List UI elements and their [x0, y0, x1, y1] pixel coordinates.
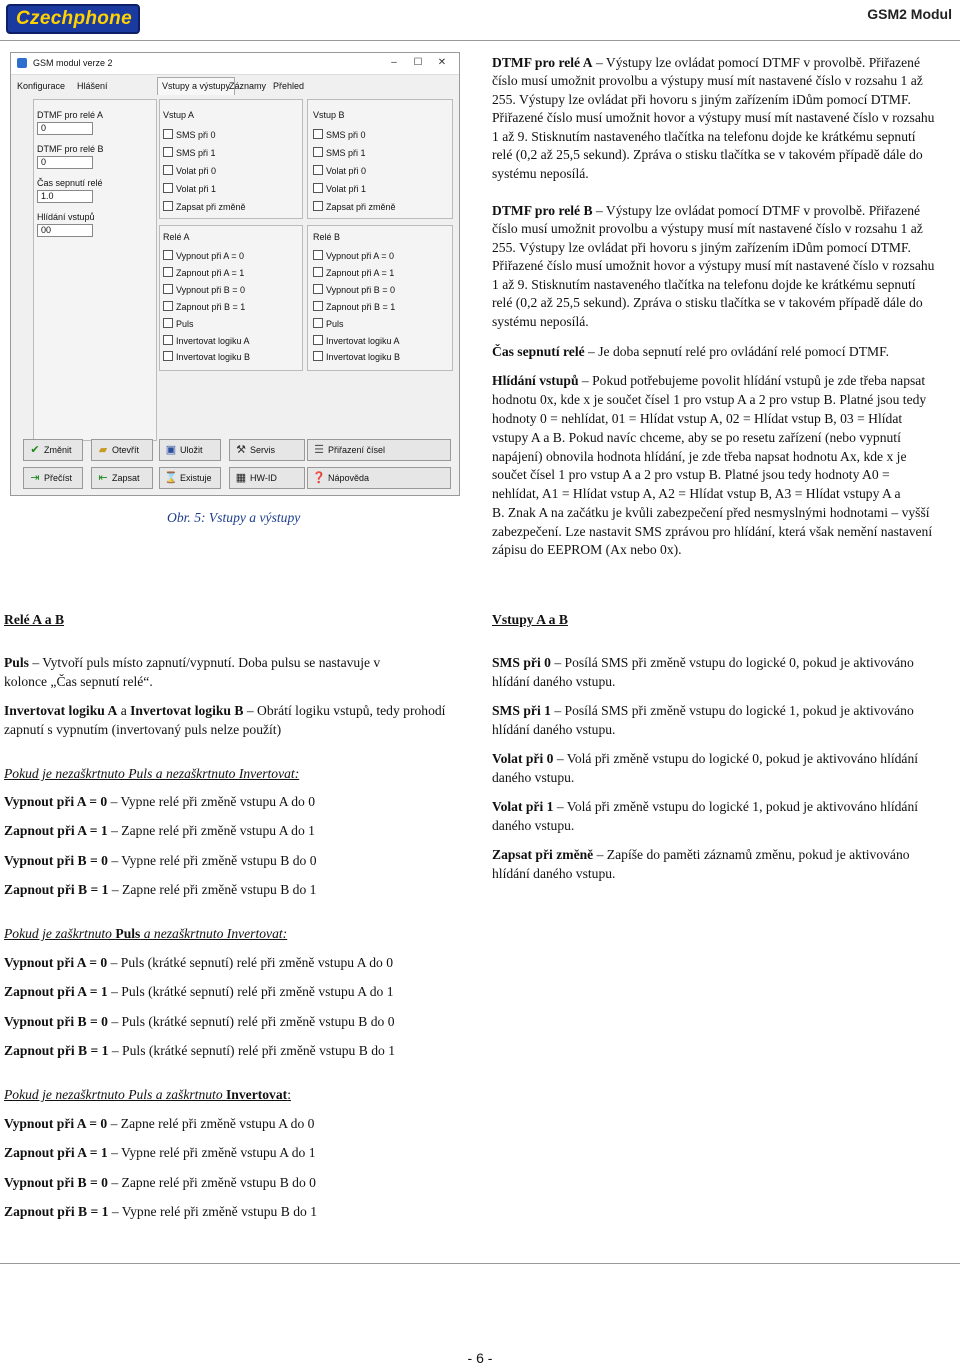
condition-row: Vypnout při A = 0 – Vypne relé při změně vstupu A do 0	[4, 794, 315, 809]
text-line: číslo musí umožnit provolbu a výstupy musí mít nastavené číslo v rozsahu 1 až	[492, 73, 923, 88]
text-line: napájení) obnovila hodnota hlídání, je zde třeba napsat hodnotu Ax, kde x je	[492, 449, 907, 464]
relay-b-checkbox[interactable]: Invertovat logiku B	[313, 351, 400, 362]
invert-paragraph: Invertovat logiku A a Invertovat logiku B – Obrátí logiku vstupů, tedy prohodí	[4, 703, 446, 718]
dtmf-a-paragraph	[492, 54, 920, 72]
relay-a-checkbox[interactable]: Zapnout při A = 1	[163, 267, 244, 278]
text-line: 255. Výstupy lze ovládat při hovoru s jiným zařízením iDům pomocí DTMF.	[492, 92, 911, 107]
text-line: 1 až 9. Stisknutím nastaveného tlačítka na telefonu dojde ke krátkému sepnutí	[492, 277, 916, 292]
header-divider	[0, 40, 960, 41]
text-line: Přiřazené číslo musí umožnit hovor a výstupy musí mít nastavené číslo v rozsahu	[492, 110, 935, 125]
input-b-checkbox[interactable]: Volat při 1	[313, 183, 366, 194]
precist-button[interactable]: ⇥ Přečíst	[23, 467, 83, 489]
input-a-checkbox[interactable]: Zapsat při změně	[163, 201, 246, 212]
condition-row: Vypnout při A = 0 – Zapne relé při změně vstupu A do 0	[4, 1116, 315, 1131]
puls-term: Puls	[4, 655, 29, 670]
text-line: číslo musí umožnit provolbu a výstupy musí mít nastavené číslo v rozsahu 1 až	[492, 221, 923, 236]
input-b-checkbox[interactable]: Zapsat při změně	[313, 201, 396, 212]
cas-sepnuti-paragraph: Čas sepnutí relé – Je doba sepnutí relé pro ovládání relé pomocí DTMF.	[492, 344, 889, 359]
input-a-checkbox[interactable]: Volat při 0	[163, 165, 216, 176]
condition-row: Zapnout při A = 1 – Zapne relé při změně vstupu A do 1	[4, 823, 315, 838]
text-line: – Obrátí logiku vstupů, tedy prohodí	[246, 703, 446, 718]
vstupy-item: Volat při 0 – Volá při změně vstupu do logické 0, pokud je aktivováno hlídání	[492, 751, 919, 766]
chip-icon: ▦	[235, 472, 247, 484]
text-line: daného vstupu.	[492, 770, 575, 785]
page-number: - 6 -	[467, 1350, 493, 1366]
relay-b-checkbox[interactable]: Invertovat logiku A	[313, 335, 400, 346]
condition-row: Vypnout při A = 0 – Puls (krátké sepnutí) relé při změně vstupu A do 0	[4, 955, 394, 970]
text-line: – Pokud potřebujeme povolit hlídání vstupů je zde třeba napsat	[581, 373, 926, 388]
relay-b-checkbox[interactable]: Vypnout při B = 0	[313, 284, 395, 295]
dtmf-b-term: DTMF pro relé B	[492, 203, 593, 218]
tab-zaznamy[interactable]: Záznamy	[229, 81, 267, 91]
relay-b-title: Relé B	[313, 232, 341, 242]
text-line: Výstupy lze ovládat pomocí DTMF v provolbě. Přiřazené	[605, 203, 921, 218]
input-a-checkbox[interactable]: Volat při 1	[163, 183, 216, 194]
relay-b-group	[307, 225, 453, 371]
text-line: B. Znak A na začátku je kvůli zabezpečení před nesmyslnými hodnotami – vyšší	[492, 505, 930, 520]
text-line: zápisu do EEPROM (Ax nebo 0x).	[492, 542, 682, 557]
condition-1-heading: Pokud je nezaškrtnuto Puls a nezaškrtnuto Invertovat:	[4, 766, 300, 781]
input-b-checkbox[interactable]: SMS při 0	[313, 129, 366, 140]
hlidani-term: Hlídání vstupů	[492, 373, 579, 388]
tab-prehled[interactable]: Přehled	[273, 81, 305, 91]
condition-row: Vypnout při B = 0 – Puls (krátké sepnutí) relé při změně vstupu B do 0	[4, 1014, 395, 1029]
wrench-icon: ⚒	[236, 444, 246, 456]
invert-b-term: Invertovat logiku B	[130, 703, 244, 718]
relay-a-group	[159, 225, 303, 371]
relay-a-checkbox[interactable]: Zapnout při B = 1	[163, 301, 245, 312]
relay-a-checkbox[interactable]: Puls	[163, 318, 194, 329]
napoveda-button[interactable]: ❓ Nápověda	[307, 467, 451, 489]
condition-2-heading: Pokud je zaškrtnuto Puls a nezaškrtnuto Invertovat:	[4, 926, 288, 941]
maximize-icon[interactable]: ☐	[413, 57, 423, 68]
hlidani-paragraph	[492, 372, 925, 390]
arrow-in-icon: ⇥	[30, 472, 40, 484]
text-line: relé (0,2 až 25,5 sekund). Zpráva o stisku tlačítka se v takovém případě dále do	[492, 295, 923, 310]
text-line: hodnoty 0 = nehlídat, 01 = Hlídat vstup A, 02 = Hlídat vstup B, 03 = Hlídat	[492, 411, 903, 426]
window-title: GSM modul verze 2	[33, 58, 113, 68]
save-icon: ▣	[165, 444, 177, 456]
text-line: daného vstupu.	[492, 818, 575, 833]
rele-section-heading: Relé A a B	[4, 612, 65, 627]
tab-konfigurace[interactable]: Konfigurace	[17, 81, 66, 91]
czechphone-logo: Czechphone	[6, 4, 140, 34]
vstupy-section-heading: Vstupy A a B	[492, 612, 568, 627]
tab-vstupy-a-vystupy[interactable]: Vstupy a výstupy	[157, 77, 235, 95]
arrow-out-icon: ⇤	[98, 472, 108, 484]
input-b-checkbox[interactable]: SMS při 1	[313, 147, 366, 158]
menu-tabs	[11, 77, 459, 95]
cas-sepnuti-field[interactable]: 1.0	[37, 190, 93, 203]
dtmf-b-label: DTMF pro relé B	[37, 144, 104, 154]
input-b-title: Vstup B	[313, 110, 345, 120]
relay-a-checkbox[interactable]: Invertovat logiku A	[163, 335, 250, 346]
ulozit-button[interactable]: ▣ Uložit	[159, 439, 221, 461]
condition-row: Vypnout při B = 0 – Vypne relé při změně vstupu B do 0	[4, 853, 317, 868]
dtmf-b-field[interactable]: 0	[37, 156, 93, 169]
zapsat-button[interactable]: ⇤ Zapsat	[91, 467, 153, 489]
puls-paragraph	[4, 654, 380, 672]
dtmf-b-paragraph: DTMF pro relé B – Výstupy lze ovládat pomocí DTMF v provolbě. Přiřazené	[492, 203, 921, 218]
cas-sepnuti-term: Čas sepnutí relé	[492, 344, 585, 359]
zmenit-button[interactable]: ✔ Změnit	[23, 439, 83, 461]
text-line: nehlídat, A1 = Hlídat vstup A, A2 = Hlídat vstup B, A3 = Hlídat vstupy A a	[492, 486, 901, 501]
condition-row: Zapnout při B = 1 – Puls (krátké sepnutí) relé při změně vstupu B do 1	[4, 1043, 396, 1058]
relay-b-checkbox[interactable]: Zapnout při B = 1	[313, 301, 395, 312]
condition-row: Vypnout při B = 0 – Zapne relé při změně vstupu B do 0	[4, 1175, 316, 1190]
text-line: hlídání daného vstupu.	[492, 866, 616, 881]
relay-a-checkbox[interactable]: Vypnout při A = 0	[163, 250, 244, 261]
vstupy-item: Volat při 1 – Volá při změně vstupu do logické 1, pokud je aktivováno hlídání	[492, 799, 919, 814]
input-a-checkbox[interactable]: SMS při 0	[163, 129, 216, 140]
text-line: relé (0,2 až 25,5 sekund). Zpráva o stisku tlačítka se v takovém případě dále do	[492, 147, 923, 162]
relay-b-checkbox[interactable]: Puls	[313, 318, 344, 329]
vstupy-item: Zapsat při změně – Zapíše do paměti záznamů změnu, pokud je aktivováno	[492, 847, 910, 862]
text-line: Přiřazené číslo musí umožnit hovor a výstupy musí mít nastavené číslo v rozsahu	[492, 258, 935, 273]
tab-hlaseni[interactable]: Hlášení	[77, 81, 108, 91]
close-icon[interactable]: ✕	[437, 57, 447, 68]
footer-divider	[0, 1263, 960, 1264]
relay-b-checkbox[interactable]: Vypnout při A = 0	[313, 250, 394, 261]
folder-icon: ▰	[98, 444, 108, 456]
text-line: hodnotu 0x, kde x je součet čísel 1 pro vstup A a 2 pro vstup B. Platné jsou tedy	[492, 392, 927, 407]
condition-row: Zapnout při B = 1 – Zapne relé při změně vstupu B do 1	[4, 882, 317, 897]
hlidani-vstupu-field[interactable]: 00	[37, 224, 93, 237]
prirazeni-cisel-button[interactable]: ☰ Přiřazení čísel	[307, 439, 451, 461]
text-line: 255. Výstupy lze ovládat při hovoru s jiným zařízením iDům pomocí DTMF.	[492, 240, 911, 255]
text-line: vstupy A a B. Pokud navíc chceme, aby se po resetu zařízení (nebo vypnutí	[492, 430, 901, 445]
text-line: hlídání daného vstupu.	[492, 674, 616, 689]
condition-row: Zapnout při B = 1 – Vypne relé při změně vstupu B do 1	[4, 1204, 317, 1219]
hlidani-vstupu-label: Hlídání vstupů	[37, 212, 95, 222]
otevrit-button[interactable]: ▰ Otevřít	[91, 439, 153, 461]
text-line: zabezpečení. Lze nastavit SMS zprávou pro hlídání, která však nemění nastavení	[492, 524, 933, 539]
existuje-button[interactable]: ⌛ Existuje	[159, 467, 221, 489]
text-line: systému neposílá.	[492, 166, 589, 181]
input-b-checkbox[interactable]: Volat při 0	[313, 165, 366, 176]
checkmark-icon: ✔	[30, 444, 40, 456]
dtmf-a-term: DTMF pro relé A	[492, 55, 593, 70]
relay-a-checkbox[interactable]: Invertovat logiku B	[163, 351, 250, 362]
dtmf-a-field[interactable]: 0	[37, 122, 93, 135]
list-icon: ☰	[314, 444, 324, 456]
condition-row: Zapnout při A = 1 – Puls (krátké sepnutí) relé při změně vstupu A do 1	[4, 984, 394, 999]
text-line: 1 až 9. Stisknutím nastaveného tlačítka na telefonu dojde ke krátkému sepnutí	[492, 129, 916, 144]
input-a-title: Vstup A	[163, 110, 195, 120]
text-line: kolonce „Čas sepnutí relé“.	[4, 674, 153, 689]
document-header-title: GSM2 Modul	[867, 6, 952, 22]
servis-button[interactable]: ⚒ Servis	[229, 439, 305, 461]
relay-a-checkbox[interactable]: Vypnout při B = 0	[163, 284, 245, 295]
help-icon: ❓	[312, 472, 326, 484]
relay-b-checkbox[interactable]: Zapnout při A = 1	[313, 267, 394, 278]
condition-row: Zapnout při A = 1 – Vypne relé při změně vstupu A do 1	[4, 1145, 316, 1160]
cas-sepnuti-label: Čas sepnutí relé	[37, 178, 103, 188]
text-line: hlídání daného vstupu.	[492, 722, 616, 737]
vstupy-item: SMS při 0 – Posílá SMS při změně vstupu do logické 0, pokud je aktivováno	[492, 655, 914, 670]
minimize-icon[interactable]: –	[391, 57, 397, 68]
condition-3-heading: Pokud je nezaškrtnuto Puls a zaškrtnuto Invertovat:	[4, 1087, 291, 1102]
text-line: součet čísel 1 pro vstup A a 2 pro vstup B. Platné jsou tedy hodnoty A0 =	[492, 467, 890, 482]
hourglass-icon: ⌛	[164, 472, 178, 484]
vstupy-item: SMS při 1 – Posílá SMS při změně vstupu do logické 1, pokud je aktivováno	[492, 703, 914, 718]
app-icon	[17, 58, 27, 68]
relay-a-title: Relé A	[163, 232, 190, 242]
text-line: systému neposílá.	[492, 314, 589, 329]
invert-a-term: Invertovat logiku A	[4, 703, 118, 718]
text-line: – Výstupy lze ovládat pomocí DTMF v provolbě. Přiřazené	[595, 55, 921, 70]
figure-caption: Obr. 5: Vstupy a výstupy	[167, 510, 301, 525]
hw-id-button[interactable]: ▦ HW-ID	[229, 467, 305, 489]
window-titlebar	[11, 53, 459, 75]
app-window-screenshot	[10, 52, 460, 496]
dtmf-a-label: DTMF pro relé A	[37, 110, 104, 120]
text-line: zapnutí s vypnutím (invertovaný puls nelze použít)	[4, 722, 282, 737]
text-line: – Vytvoří puls místo zapnutí/vypnutí. Doba pulsu se nastavuje v	[32, 655, 381, 670]
input-a-checkbox[interactable]: SMS při 1	[163, 147, 216, 158]
